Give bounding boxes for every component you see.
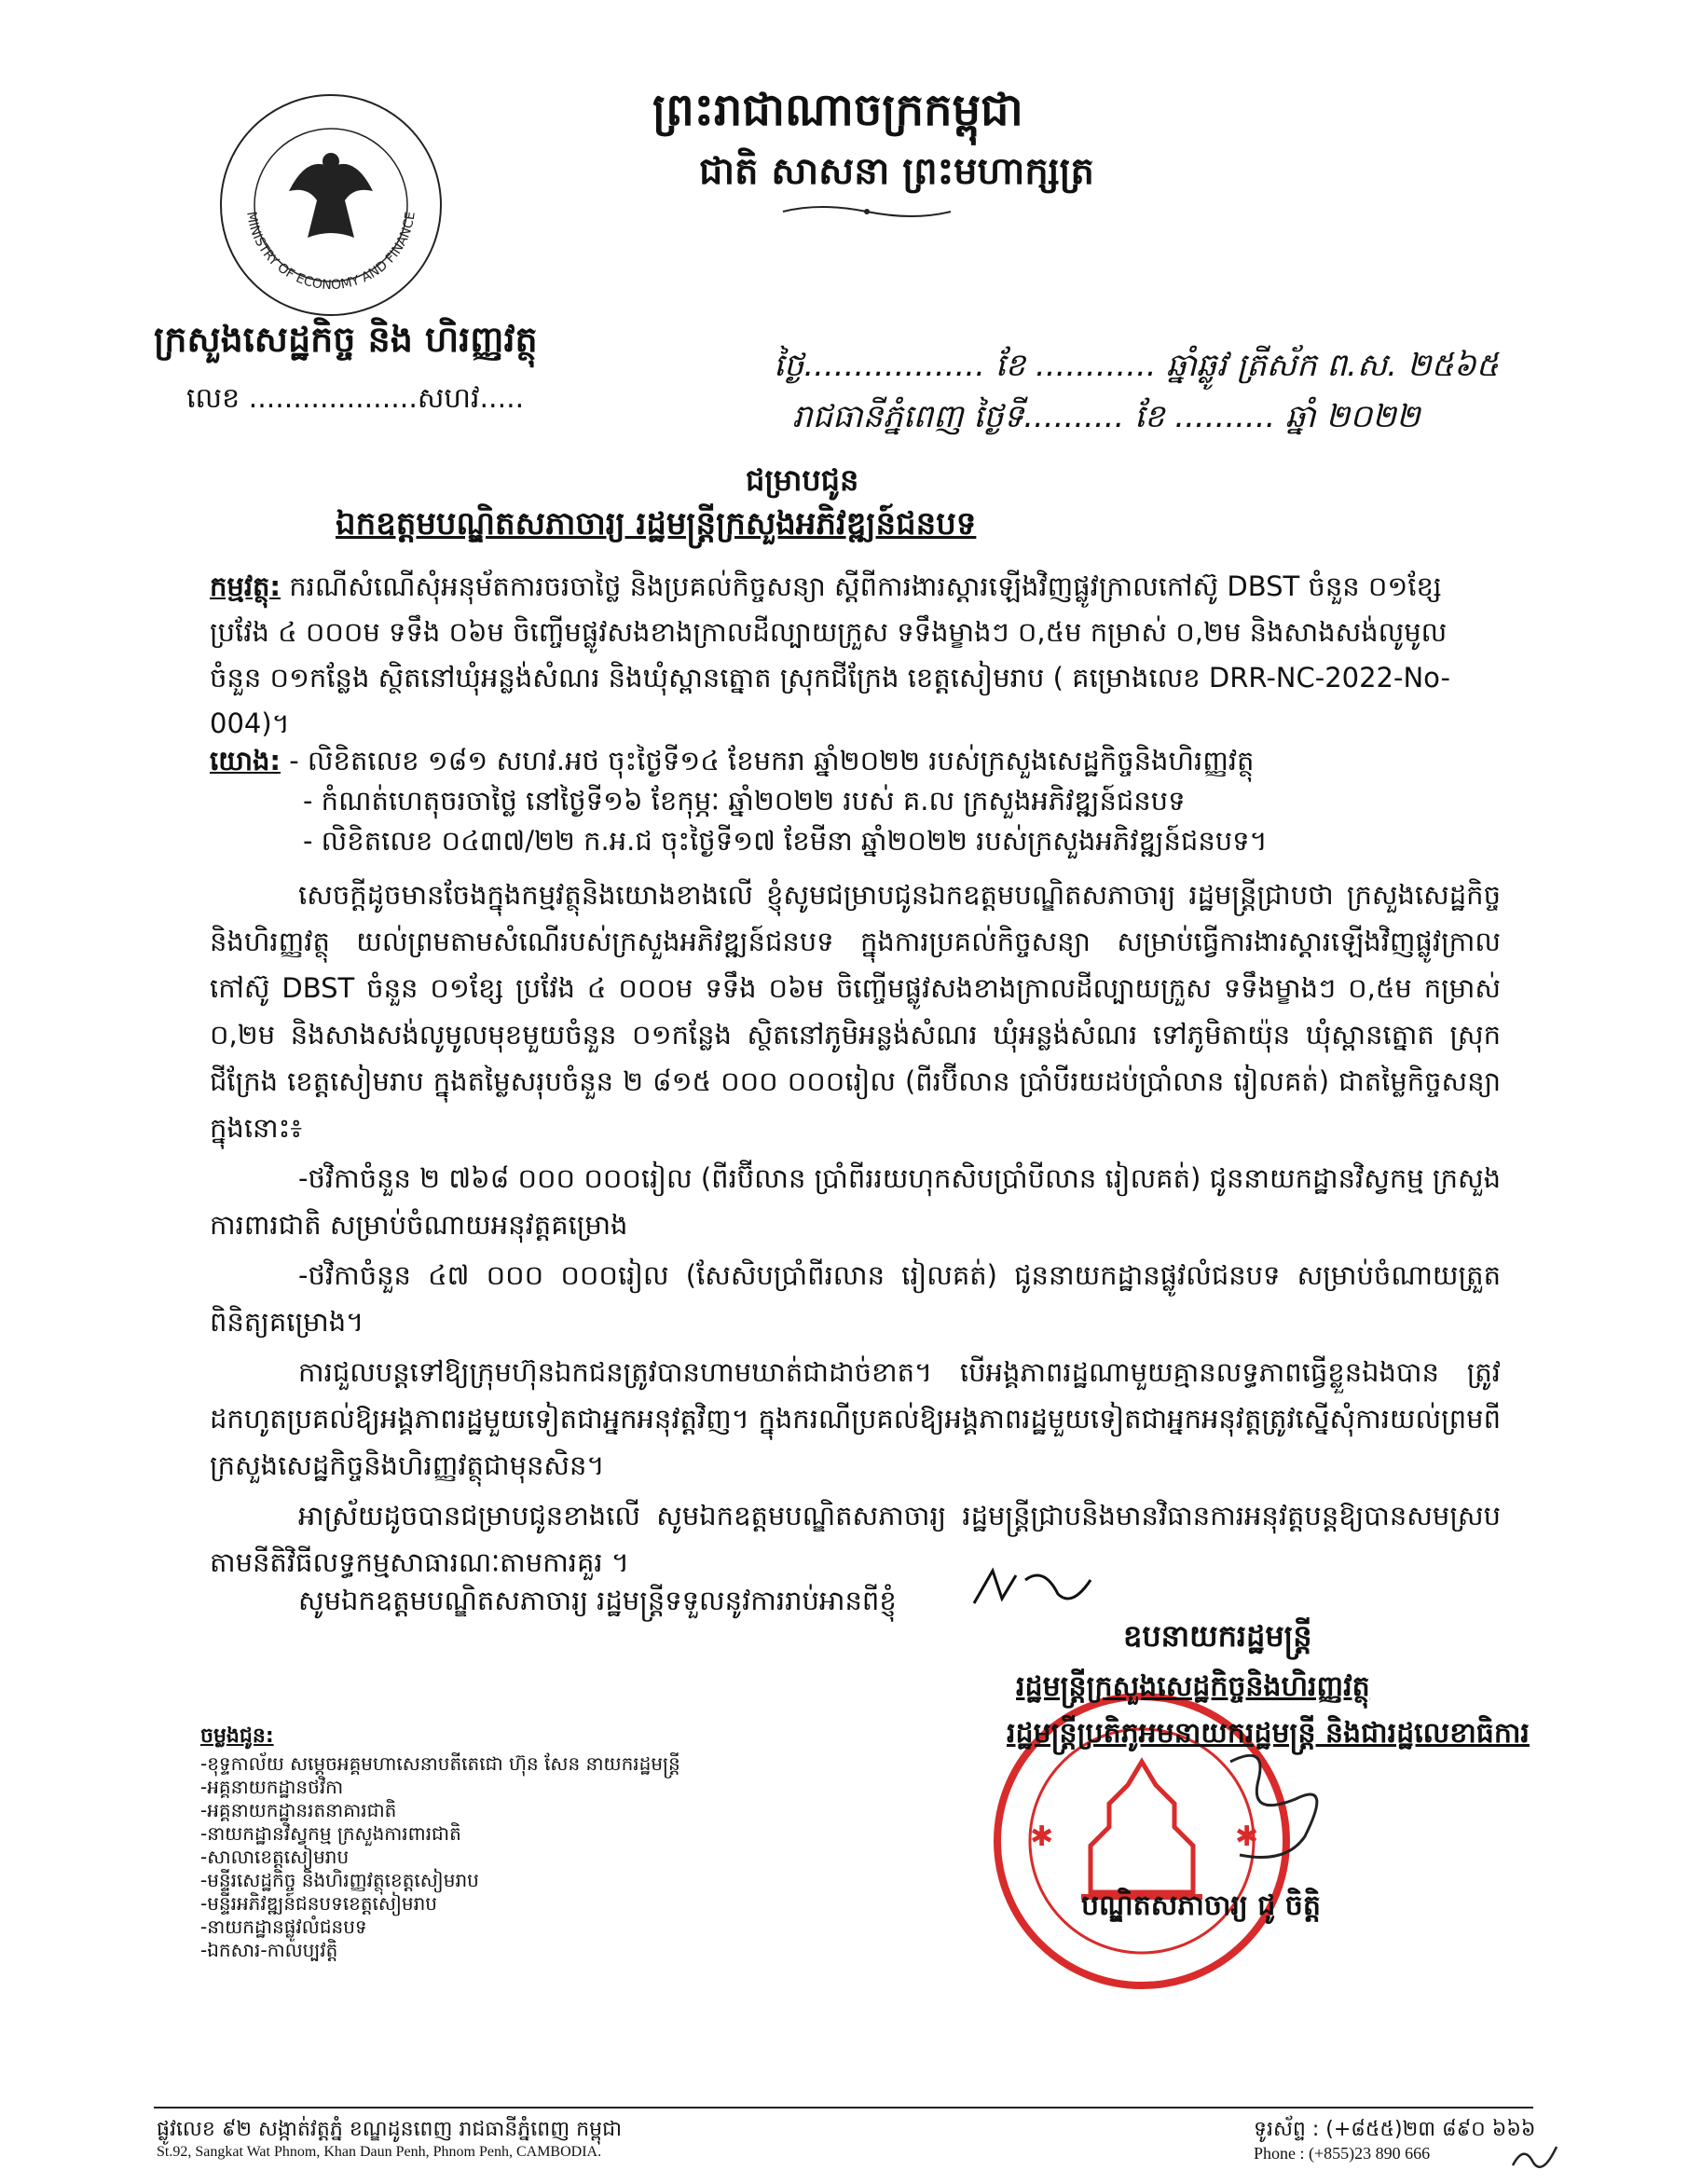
- solar-date: រាជធានីភ្នំពេញ ថ្ងៃទី.......... ខែ .......... ឆ្នាំ ២០២២: [792, 398, 1420, 435]
- handwritten-mark: [1510, 2139, 1561, 2172]
- references-label: យោង:: [210, 745, 281, 776]
- motto-ornament: [774, 200, 960, 223]
- svg-text:✱: ✱: [1030, 1820, 1054, 1853]
- cc-item: -នាយកដ្ឋានផ្លូវលំជនបទ: [200, 1916, 367, 1938]
- body-paragraph: ការជួលបន្តទៅឱ្យក្រុមហ៊ុនឯកជនត្រូវបានហាមឃាត់ជាដាច់ខាត។ បើអង្គភាពរដ្ឋណាមួយគ្មានលទ្ធភាពធ្វើខ្លួនឯងបាន ត្រូវដកហូតប្រគល់ឱ្យអង្គភាពរដ្ឋមួយទៀតជាអ្នកអនុវត្តវិញ។ ក្នុងករណីប្រគល់ឱ្យអង្គភាពរដ្ឋមួយទៀតជាអ្នកអនុវត្តត្រូវស្នើសុំការយល់ព្រមពីក្រសួងសេដ្ឋកិច្ចនិងហិរញ្ញវត្ថុជាមុនសិន។: [210, 1356, 1501, 1481]
- cc-item: -សាលាខេត្តសៀមរាប: [200, 1846, 350, 1868]
- cc-item: -មន្ទីរអភិវឌ្ឍន៍ជនបទខេត្តសៀមរាប: [200, 1892, 437, 1915]
- cc-item: -អគ្គនាយកដ្ឋានថវិកា: [200, 1776, 344, 1798]
- signatory-title: រដ្ឋមន្ត្រីប្រតិភូអមនាយករដ្ឋមន្ត្រី និងជារដ្ឋលេខាធិការ: [1007, 1717, 1530, 1750]
- signatory-title: ឧបនាយករដ្ឋមន្ត្រី: [1123, 1618, 1312, 1654]
- lunar-date: ថ្ងៃ.................. ខែ ............ ឆ្នាំឆ្លូវ ត្រីស័ក ព.ស. ២៥៦៥: [774, 347, 1499, 384]
- cc-item: -ឯកសារ-កាលប្បវត្តិ: [200, 1939, 338, 1961]
- footer-phone-en: Phone : (+855)23 890 666: [1254, 2144, 1431, 2163]
- salutation: ជម្រាបជូន: [746, 462, 859, 498]
- addressee: ឯកឧត្តមបណ្ឌិតសភាចារ្យ រដ្ឋមន្ត្រីក្រសួងអភិវឌ្ឍន៍ជនបទ: [336, 505, 977, 543]
- cc-list: [200, 1752, 680, 1962]
- subject-text: ករណីសំណើសុំអនុម័តការចរចាថ្លៃ និងប្រគល់កិច្ចសន្យា ស្តីពីការងារស្តារឡើងវិញផ្លូវក្រាលកៅស៊ូ DBST ចំនួន ០១ខ្សែ ប្រវែង ៤ ០០០ម ទទឹង ០៦ម ចិញ្ចើមផ្លូវសងខាងក្រាលដីល្បាយក្រួស ទទឹងម្ខាងៗ ០,៥ម កម្រាស់ ០,២ម និងសាងសង់លូមូលចំនួន ០១កន្លែង ស្ថិតនៅឃុំអន្លង់សំណរ និងឃុំស្ពានត្នោត ស្រុកជីក្រែង ខេត្តសៀមរាប ( គម្រោងលេខ DRR-NC-2022-No-004)។: [210, 570, 1450, 739]
- references-block: [210, 741, 1496, 861]
- cc-item: -ខុទ្ទកាល័យ សម្តេចអគ្គមហាសេនាបតីតេជោ ហ៊ុន សែន នាយករដ្ឋមន្ត្រី: [200, 1752, 680, 1775]
- closing-line: សូមឯកឧត្តមបណ្ឌិតសភាចារ្យ រដ្ឋមន្ត្រីទទួលនូវការរាប់អានពីខ្ញុំ: [298, 1585, 897, 1616]
- body-paragraph: សេចក្តីដូចមានចែងក្នុងកម្មវត្ថុនិងយោងខាងលើ ខ្ញុំសូមជម្រាបជូនឯកឧត្តមបណ្ឌិតសភាចារ្យ រដ្ឋមន្ត្រីជ្រាបថា ក្រសួងសេដ្ឋកិច្ច និងហិរញ្ញវត្ថុ យល់ព្រមតាមសំណើរបស់ក្រសួងអភិវឌ្ឍន៍ជនបទ ក្នុងការប្រគល់កិច្ចសន្យា សម្រាប់ធ្វើការងារស្តារឡើងវិញផ្លូវក្រាលកៅស៊ូ DBST ចំនួន ០១ខ្សែ ប្រវែង ៤ ០០០ម ទទឹង ០៦ម ចិញ្ចើមផ្លូវសងខាងក្រាលដីល្បាយក្រួស ទទឹងម្ខាងៗ ០,៥ម កម្រាស់ ០,២ម និងសាងសង់លូមូលមុខមួយចំនួន ០១កន្លែង ស្ថិតនៅភូមិអន្លង់សំណរ ឃុំអន្លង់សំណរ ទៅភូមិតាយ៉ុន ឃុំស្ពានត្នោត ស្រុកជីក្រែង ខេត្តសៀមរាប ក្នុងតម្លៃសរុបចំនួន ២ ៨១៥ ០០០ ០០០រៀល (ពីរប៊ីលាន ប្រាំបីរយដប់ប្រាំលាន រៀលគត់) ជាតម្លៃកិច្ចសន្យាក្នុងនោះ៖: [210, 879, 1501, 1144]
- cc-item: -អគ្គនាយកដ្ឋានរតនាគារជាតិ: [200, 1799, 397, 1821]
- signatory-title: រដ្ឋមន្ត្រីក្រសួងសេដ្ឋកិច្ចនិងហិរញ្ញវត្ថុ: [1016, 1670, 1370, 1703]
- handwritten-signature: [1212, 1743, 1352, 1874]
- footer-phone-kh: ទូរស័ព្ទ : (+៨៥៥)២៣ ៨៩០ ៦៦៦: [1254, 2118, 1536, 2141]
- subject-label: កម្មវត្ថុ:: [210, 570, 281, 602]
- footer-address-kh: ផ្លូវលេខ ៩២ សង្កាត់វត្តភ្នំ ខណ្ឌដូនពេញ រាជធានីភ្នំពេញ កម្ពុជា: [157, 2118, 623, 2141]
- ministry-logo: [214, 89, 447, 322]
- reference-item: - កំណត់ហេតុចរចាថ្លៃ នៅថ្ងៃទី១៦ ខែកុម្ភៈ ឆ្នាំ២០២២ របស់ គ.ល ក្រសួងអភិវឌ្ឍន៍ជនបទ: [303, 785, 1186, 817]
- svg-text:✱: ✱: [1235, 1820, 1259, 1853]
- letter-body: [210, 872, 1501, 1589]
- initials-scribble: [969, 1561, 1109, 1617]
- ministry-name: ក្រសួងសេដ្ឋកិច្ច និង ហិរញ្ញវត្ថុ: [154, 319, 538, 360]
- reference-item: - លិខិតលេខ ១៨១ សហវ.អថ ចុះថ្ងៃទី១៤ ខែមករា ឆ្នាំ២០២២ របស់ក្រសួងសេដ្ឋកិច្ចនិងហិរញ្ញវត្ថុ: [289, 745, 1255, 776]
- svg-text:MINISTRY OF ECONOMY AND FINANC: MINISTRY OF ECONOMY AND FINANCE: [243, 210, 419, 294]
- kingdom-title: ព្រះរាជាណាចក្រកម្ពុជា: [652, 84, 1023, 136]
- budget-item: -ថវិកាចំនួន ៤៧ ០០០ ០០០រៀល (សែសិបប្រាំពីរលាន រៀលគត់) ជូននាយកដ្ឋានផ្លូវលំជនបទ សម្រាប់ចំណាយត្រួតពិនិត្យគម្រោង។: [210, 1259, 1501, 1338]
- cc-title: ចម្លងជូន:: [200, 1724, 274, 1748]
- cc-item: -មន្ទីរសេដ្ឋកិច្ច និងហិរញ្ញវត្ថុខេត្តសៀមរាប: [200, 1869, 479, 1891]
- national-motto: ជាតិ សាសនា ព្រះមហាក្សត្រ: [699, 150, 1094, 193]
- reference-item: - លិខិតលេខ ០៤៣៧/២២ ក.អ.ជ ចុះថ្ងៃទី១៧ ខែមីនា ឆ្នាំ២០២២ របស់ក្រសួងអភិវឌ្ឍន៍ជនបទ។: [303, 825, 1268, 857]
- body-paragraph: អាស្រ័យដូចបានជម្រាបជូនខាងលើ សូមឯកឧត្តមបណ្ឌិតសភាចារ្យ រដ្ឋមន្ត្រីជ្រាបនិងមានវិធានការអនុវត្តបន្តឱ្យបានសមស្របតាមនីតិវិធីលទ្ធកម្មសាធារណៈតាមការគួរ ។: [210, 1500, 1501, 1578]
- subject-block: [210, 564, 1496, 747]
- footer-divider: [154, 2107, 1533, 2108]
- footer-address-en: St.92, Sangkat Wat Phnom, Khan Daun Penh, Phnom Penh, CAMBODIA.: [157, 2144, 602, 2160]
- cc-item: -នាយកដ្ឋានវិស្វកម្ម ក្រសួងការពារជាតិ: [200, 1822, 461, 1845]
- reference-number: លេខ ...................សហវ.....: [186, 382, 525, 415]
- signatory-name: បណ្ឌិតសភាចារ្យ ជូ ចិត្តិ: [1081, 1889, 1321, 1922]
- budget-item: -ថវិកាចំនួន ២ ៧៦៨ ០០០ ០០០រៀល (ពីរប៊ីលាន ប្រាំពីររយហុកសិបប្រាំបីលាន រៀលគត់) ជូននាយកដ្ឋានវិស្វកម្ម ក្រសួងការពារជាតិ សម្រាប់ចំណាយអនុវត្តគម្រោង: [210, 1162, 1501, 1241]
